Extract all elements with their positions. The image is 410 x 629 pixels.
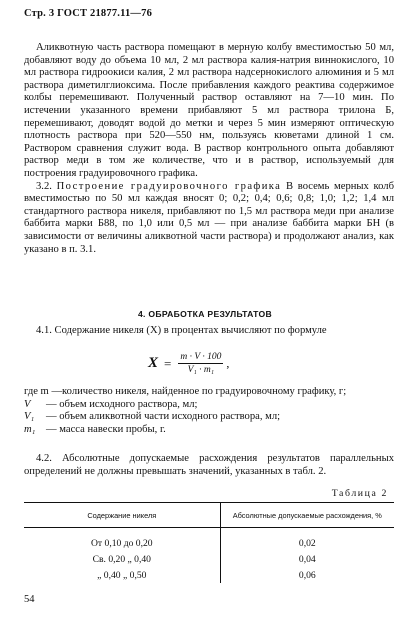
paragraph-3-2	[24, 181, 394, 257]
formula-comma: ,	[226, 356, 230, 370]
definition-row-v1	[24, 411, 394, 424]
table-cell-range: Св. 0,20 „ 0,40	[24, 551, 220, 567]
paragraph-3-1-continuation: Аликвотную часть раствора помещают в мерную колбу вместимостью 50 мл, добавляют воду до объема 10 мл, 2 мл раствора калия-натрия виннокислого, 10 мл раствора гидроокиси калия, 2 мл раствора надсернокислого алюминия и 5 мл раствора диметилглиоксима. После прибавления каждого реактива содержимое колбы перемешивают. Полученный раствор оставляют на 7—10 мин. По истечении указанного времени прибавляют 5 мл раствора трилона Б, перемешивают, доводят водой до метки и через 5 мин измеряют оптическую плотность раствора при 520—550 нм, пользуясь кюветами длиной 1 см. Раствором сравнения служит вода. В раствор контрольного опыта добавляют раствор меди в том же количестве, что и в раствор, используемый для построения градуировочного графика.	[24, 42, 394, 179]
variable-definitions	[24, 386, 394, 436]
definition-text: — объем исходного раствора, мл;	[46, 398, 198, 410]
paragraph-4-2	[24, 453, 394, 478]
definition-text: — объем аликвотной части исходного раствора, мл;	[46, 411, 281, 423]
table-row	[24, 567, 394, 583]
paragraph-3-2-text: В восемь мерных колб вместимостью по 50 мл каждая вносят 0; 0,2; 0,4; 0,6; 0,8; 1,0; 1,2; 1,4 мл стандартного раствора никеля, прибавляют по 1,5 мл раствора меди при анализе баббита марки Б88, по 1,0 или 0,5 мл — при анализе баббита марки БН (в зависимости от величины аликвотной части раствора) и продолжают анализ, как указано в п. 3.1.	[24, 180, 394, 255]
page-number: 54	[24, 594, 35, 605]
definition-row-m1	[24, 424, 394, 437]
formula-fraction	[178, 352, 223, 375]
definition-symbol: V	[24, 398, 31, 410]
table-cell-range: От 0,10 до 0,20	[24, 528, 220, 552]
table-header-content: Содержание никеля	[24, 503, 220, 528]
formula-numerator: m · V · 100	[180, 352, 222, 362]
definition-row-v	[24, 399, 394, 412]
nickel-formula	[148, 352, 229, 375]
formula-equals: =	[164, 355, 172, 371]
table-cell-value: 0,06	[298, 569, 316, 581]
table-cell-value: 0,02	[298, 537, 316, 549]
definition-symbol: m₁	[24, 423, 36, 435]
paragraph-4-2-text: 4.2. Абсолютные допускаемые расхождения результатов параллельных определений не должны превышать значений, указанных в табл. 2.	[24, 453, 394, 477]
table-header-tolerance: Абсолютные допускаемые расхождения, %	[220, 503, 394, 528]
definition-symbol: V₁	[24, 411, 35, 423]
paragraph-3-2-number: 3.2.	[36, 180, 52, 192]
paragraph-4-1-text: 4.1. Содержание никеля (X) в процентах вычисляют по формуле	[36, 325, 327, 336]
page-header: Стр. 3 ГОСТ 21877.11—76	[24, 8, 153, 19]
paragraph-4-1	[24, 325, 394, 338]
table-cell-value: 0,04	[298, 553, 316, 565]
paragraph-3-2-title: Построение градуировочного графика	[56, 180, 282, 192]
definition-intro: где m —	[24, 386, 63, 397]
table-caption: Таблица 2	[331, 488, 388, 499]
formula-denominator: V₁ · m₁	[187, 365, 215, 375]
table-header-row	[24, 503, 394, 528]
tolerance-table	[24, 502, 394, 583]
table-cell-range: „ 0,40 „ 0,50	[24, 567, 220, 583]
definition-text-m: количество никеля, найденное по градуировочному графику, г;	[62, 386, 347, 397]
definition-row-m	[24, 386, 394, 399]
body-text	[24, 42, 394, 256]
table-row	[24, 551, 394, 567]
definition-text: — масса навески пробы, г.	[46, 423, 166, 435]
table-row	[24, 528, 394, 552]
formula-lhs: X	[148, 355, 159, 371]
section-heading: 4. ОБРАБОТКА РЕЗУЛЬТАТОВ	[137, 309, 273, 319]
